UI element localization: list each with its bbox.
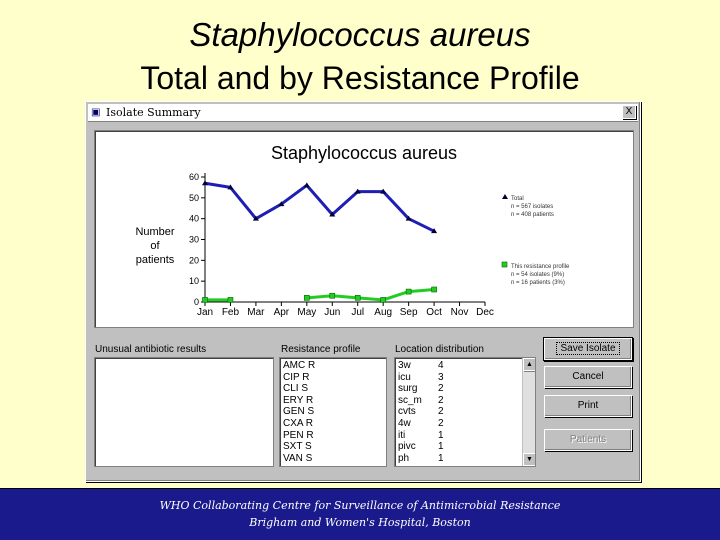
location-name: surg <box>398 383 418 395</box>
patients-button[interactable]: Patients <box>544 429 632 451</box>
location-count: 1 <box>438 429 444 441</box>
profile-data-point <box>203 297 208 302</box>
location-name: iti <box>398 429 406 441</box>
footer-line-2: Brigham and Women's Hospital, Boston <box>249 516 471 529</box>
close-icon[interactable]: X <box>622 105 636 119</box>
legend-count-line: n = 54 isolates (9%) <box>511 272 565 278</box>
resistance-profile-item[interactable]: CLI S <box>283 383 309 395</box>
x-tick-label: Jan <box>196 307 214 318</box>
window-title: Isolate Summary <box>106 106 201 119</box>
scroll-up-icon[interactable]: ▲ <box>523 358 536 371</box>
legend-count-line: n = 16 patients (3%) <box>511 280 565 286</box>
x-tick-label: Feb <box>221 307 240 318</box>
y-tick-label: 60 <box>188 172 199 182</box>
isolate-summary-window <box>85 101 641 482</box>
location-row[interactable] <box>398 383 519 395</box>
profile-data-point <box>304 295 309 300</box>
location-count: 1 <box>438 441 444 453</box>
location-row[interactable] <box>398 453 519 465</box>
total-data-point <box>304 182 310 187</box>
print-button[interactable]: Print <box>544 395 632 417</box>
legend-count-line: n = 567 isolates <box>511 204 554 210</box>
y-tick-label: 30 <box>188 234 199 245</box>
resistance-profile-item[interactable]: VAN S <box>283 452 313 464</box>
location-count: 3 <box>438 371 444 383</box>
location-name: 4w <box>398 417 411 429</box>
location-distribution-list[interactable] <box>394 357 536 467</box>
footer-line-1: WHO Collaborating Centre for Surveillance of Antimicrobial Resistance <box>159 499 561 512</box>
slide-title-organism: Staphylococcus aureus <box>189 16 531 53</box>
location-row[interactable] <box>398 406 519 418</box>
profile-data-point <box>432 287 437 292</box>
x-tick-label: Aug <box>374 307 393 318</box>
profile-data-point <box>330 293 335 298</box>
y-tick-label: 0 <box>193 297 199 307</box>
location-row[interactable] <box>398 395 519 407</box>
legend-series-name: This resistance profile <box>511 264 570 270</box>
resistance-profile-item[interactable]: AMC R <box>283 360 316 371</box>
window-titlebar[interactable] <box>88 104 638 122</box>
chart-title: Staphylococcus aureus <box>270 143 458 163</box>
location-row[interactable] <box>398 360 519 372</box>
y-axis-label: patients <box>135 254 175 266</box>
y-tick-label: 40 <box>188 213 199 224</box>
location-row[interactable] <box>398 372 519 384</box>
unusual-results-label: Unusual antibiotic results <box>95 344 207 355</box>
x-tick-label: Apr <box>273 307 290 318</box>
profile-data-point <box>228 297 233 302</box>
x-tick-label: Nov <box>450 307 469 318</box>
location-name: pivc <box>398 441 416 453</box>
location-name: sc_m <box>398 394 422 406</box>
resistance-profile-item[interactable]: ERY R <box>283 394 314 406</box>
location-row[interactable] <box>398 441 519 453</box>
save-isolate-label: Save Isolate <box>556 342 619 355</box>
location-name: ph <box>398 452 410 464</box>
resistance-profile-label: Resistance profile <box>281 344 361 355</box>
location-name: cvts <box>398 406 416 418</box>
resistance-profile-item[interactable]: CIP R <box>283 371 310 383</box>
resistance-profile-item[interactable]: PEN R <box>283 429 314 441</box>
x-tick-label: Sep <box>399 307 418 318</box>
location-row[interactable] <box>398 430 519 442</box>
app-icon[interactable]: ▣ <box>91 107 101 118</box>
scroll-down-icon[interactable]: ▼ <box>523 453 536 466</box>
profile-data-point <box>406 289 411 294</box>
save-isolate-button[interactable] <box>544 338 632 360</box>
total-series-line <box>205 183 434 231</box>
profile-series-line <box>307 290 434 300</box>
legend-total-marker <box>502 194 508 199</box>
resistance-profile-item[interactable]: GEN S <box>283 406 315 418</box>
slide-title-subtitle: Total and by Resistance Profile <box>140 60 580 96</box>
legend-count-line: n = 408 patients <box>511 212 554 218</box>
location-name: icu <box>398 371 411 383</box>
x-tick-label: Dec <box>476 307 494 318</box>
legend-profile-marker <box>502 262 507 267</box>
location-distribution-label: Location distribution <box>395 344 484 355</box>
footer-banner <box>0 488 720 540</box>
location-count: 2 <box>438 394 444 406</box>
resistance-profile-item[interactable]: SXT S <box>283 441 312 453</box>
location-count: 2 <box>438 383 444 395</box>
resistance-profile-item[interactable]: CXA R <box>283 417 314 429</box>
x-tick-label: May <box>297 307 317 318</box>
y-axis-label: Number <box>135 226 175 238</box>
unusual-results-list[interactable] <box>94 357 274 467</box>
profile-data-point <box>381 297 386 302</box>
location-count: 2 <box>438 406 444 418</box>
line-chart <box>95 131 633 327</box>
location-count: 4 <box>438 360 444 371</box>
profile-data-point <box>355 295 360 300</box>
x-tick-label: Oct <box>426 307 442 318</box>
y-tick-label: 10 <box>188 276 199 287</box>
location-name: 3w <box>398 360 411 371</box>
y-tick-label: 20 <box>188 255 199 266</box>
location-count: 1 <box>438 452 444 464</box>
x-tick-label: Mar <box>247 307 265 318</box>
cancel-button[interactable]: Cancel <box>544 366 632 388</box>
chart-panel <box>94 130 634 328</box>
y-axis-label: of <box>150 240 160 252</box>
legend-series-name: Total <box>511 196 524 202</box>
location-row[interactable] <box>398 418 519 430</box>
resistance-profile-list[interactable] <box>279 357 387 467</box>
x-tick-label: Jun <box>324 307 341 318</box>
location-count: 2 <box>438 417 444 429</box>
x-tick-label: Jul <box>351 307 365 318</box>
y-tick-label: 50 <box>188 192 199 203</box>
location-scrollbar[interactable] <box>522 358 535 466</box>
